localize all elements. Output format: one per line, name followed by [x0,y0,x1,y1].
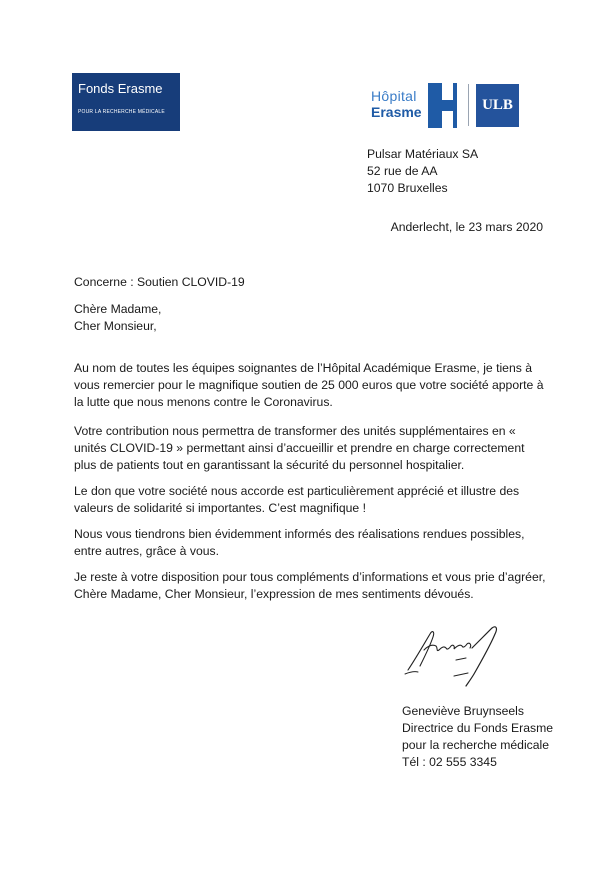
letter-subject: Concerne : Soutien CLOVID-19 [74,275,245,289]
fonds-erasme-logo-subtitle: POUR LA RECHERCHE MÉDICALE [78,109,165,115]
body-paragraph: Votre contribution nous permettra de transformer des unités supplémentaires en « unités CLOVID-19 » permettant ainsi d’accueillir et prendre en charge correctement plus de patients tout en garantissant la sécurité du personnel hospitalier. [74,424,525,472]
signer-block [402,703,553,771]
body-paragraph: Je reste à votre disposition pour tous compléments d’informations et vous prie d’agréer, Chère Madame, Cher Monsieur, l’expression de mes sentiments dévoués. [74,570,546,601]
hopital-erasme-logo-text [371,88,427,120]
letter-body [74,360,548,612]
logo-divider [468,84,469,126]
salutation-line-1: Chère Madame, [74,302,162,316]
salutation-line-2: Cher Monsieur, [74,319,157,333]
recipient-address [367,146,478,197]
ulb-logo: ULB [476,84,519,127]
signer-organization: pour la recherche médicale [402,738,550,752]
handwritten-signature [402,622,517,688]
signer-name: Geneviève Bruynseels [402,704,524,718]
letter-date: Anderlecht, le 23 mars 2020 [390,220,543,234]
body-paragraph: Au nom de toutes les équipes soignantes de l’Hôpital Académique Erasme, je tiens à vous remercier pour le magnifique soutien de 25 000 euros que votre société apporte à la lutte que nous menons contre le Coronavirus. [74,361,544,409]
fonds-erasme-logo-title: Fonds Erasme [78,81,163,96]
salutation [74,301,161,335]
signer-title: Directrice du Fonds Erasme [402,721,554,735]
hopital-erasme-logo-line1: Hôpital [371,88,417,104]
signer-phone: Tél : 02 555 3345 [402,755,497,769]
recipient-street: 52 rue de AA [367,164,438,178]
hopital-erasme-logo-line2: Erasme [371,104,422,120]
body-paragraph: Le don que votre société nous accorde est particulièrement apprécié et illustre des valeurs de solidarité si importantes. C’est magnifique ! [74,484,520,515]
hopital-erasme-logo-mark [428,83,462,128]
recipient-city: 1070 Bruxelles [367,181,448,195]
fonds-erasme-logo [72,73,180,131]
body-paragraph: Nous vous tiendrons bien évidemment informés des réalisations rendues possibles, entre autres, grâce à vous. [74,527,525,558]
recipient-name: Pulsar Matériaux SA [367,147,479,161]
